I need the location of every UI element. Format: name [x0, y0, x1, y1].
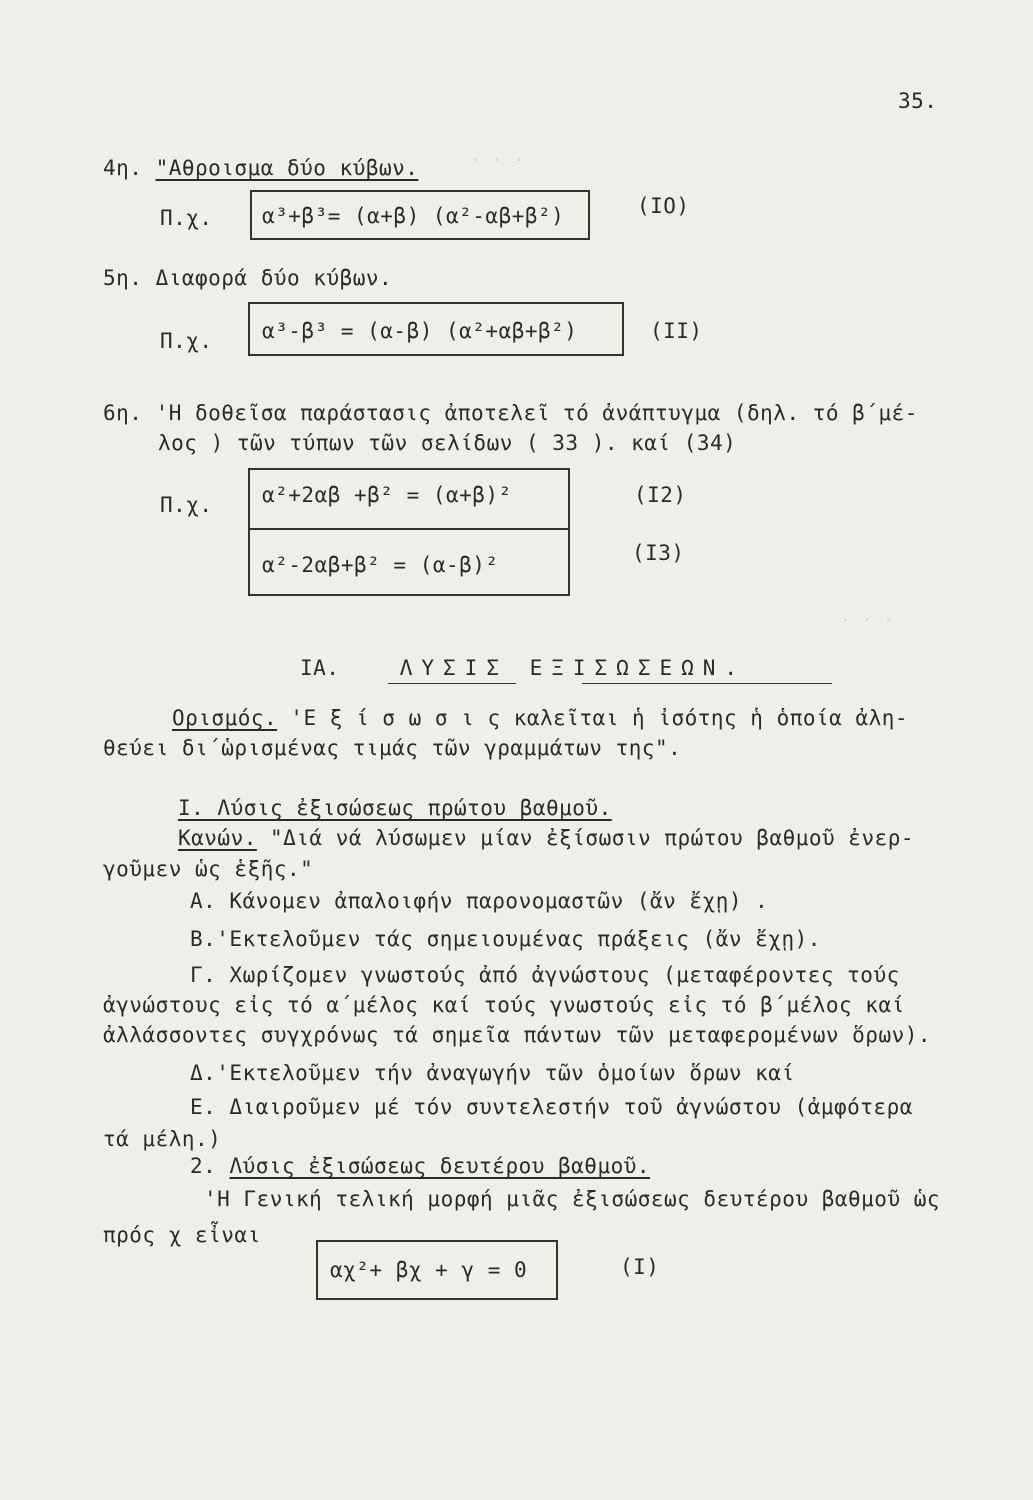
section-title-dot: . — [724, 656, 738, 680]
item-5-title: Διαφορά δύο κύβων. — [155, 266, 393, 290]
section-title: ΛΥΣΙΣ ΕΞΙΣΩΣΕΩΝ — [399, 656, 725, 680]
formula-10: α³+β³= (α+β) (α²-αβ+β²) — [262, 204, 565, 228]
definition-label: Ορισμός. — [172, 706, 278, 730]
step-b: Β.'Εκτελοῦμεν τάς σημειουμένας πράξεις (ἄν ἔχῃ). — [190, 927, 821, 951]
rule-line-1 — [178, 825, 914, 851]
example-label: Π.χ. — [160, 493, 213, 517]
formula-10-number: (ΙΟ) — [637, 194, 690, 218]
example-label: Π.χ. — [160, 329, 213, 353]
step-e-line-2: τά μέλη.) — [103, 1127, 222, 1151]
section-title-underline — [388, 683, 516, 684]
general-form-line-1: 'Η Γενική τελική μορφή μιᾶς ἐξισώσεως δευτέρου βαθμοῦ ὡς — [204, 1187, 941, 1211]
subsection-2-number: 2. — [190, 1154, 230, 1178]
bleed-through-text: · · · — [470, 150, 525, 171]
item-4-title: "Αθροισμα δύο κύβων. — [155, 156, 419, 180]
item-5-heading — [103, 265, 392, 291]
item-4-number: 4η. — [103, 156, 156, 180]
subsection-2-heading — [190, 1153, 650, 1179]
definition-line-2: θεύει δι΄ὡρισμένας τιμάς τῶν γραμμάτων της". — [103, 736, 682, 760]
subsection-2-title: Λύσις ἐξισώσεως δευτέρου βαθμοῦ. — [229, 1154, 651, 1178]
formula-13-number: (Ι3) — [632, 541, 685, 565]
page-number: 35. — [898, 89, 938, 113]
section-number: ΙΑ. — [300, 656, 340, 680]
item-4-heading — [103, 155, 418, 181]
formula-1: αχ²+ βχ + γ = 0 — [330, 1258, 528, 1282]
formula-13: α²-2αβ+β² = (α-β)² — [262, 553, 499, 577]
formula-12: α²+2αβ +β² = (α+β)² — [262, 483, 512, 507]
rule-line-2: γοῦμεν ὡς ἑξῆς." — [103, 857, 314, 881]
step-c: Γ. Χωρίζομεν γνωστούς ἀπό ἀγνώστους (μεταφέροντες τούς — [190, 963, 900, 987]
section-title-underline — [582, 683, 832, 684]
step-c-line-2: ἀγνώστους εἰς τό α΄μέλος καί τούς γνωστούς εἰς τό β΄μέλος καί — [103, 993, 905, 1017]
subsection-1-title: Ι. Λύσις ἐξισώσεως πρώτου βαθμοῦ. — [178, 796, 612, 820]
definition-line-1 — [172, 705, 908, 731]
section-heading — [300, 655, 738, 681]
formula-12-number: (Ι2) — [634, 483, 687, 507]
item-6-line-1: 6η. 'Η δοθεῖσα παράστασις ἀποτελεῖ τό ἀνάπτυγμα (δηλ. τό β΄μέ- — [103, 401, 918, 425]
definition-text-1: 'Ε ξ ί σ ω σ ι ς καλεῖται ἡ ἰσότης ἡ ὁποία ἀλη- — [277, 706, 909, 730]
formula-11-number: (ΙΙ) — [650, 319, 703, 343]
step-e: Ε. Διαιροῦμεν μέ τόν συντελεστήν τοῦ ἀγνώστου (ἀμφότερα — [190, 1095, 913, 1119]
item-5-number: 5η. — [103, 266, 156, 290]
example-label: Π.χ. — [160, 206, 213, 230]
general-form-line-2: πρός χ εἶναι — [103, 1223, 261, 1247]
rule-label: Κανών. — [178, 826, 257, 850]
formula-box-divider — [248, 528, 568, 530]
step-a: Α. Κάνομεν ἀπαλοιφήν παρονομαστῶν (ἄν ἔχῃ) . — [190, 889, 769, 913]
rule-text-1: "Διά νά λύσωμεν μίαν ἐξίσωσιν πρώτου βαθμοῦ ἐνερ- — [256, 826, 915, 850]
step-d: Δ.'Εκτελοῦμεν τήν ἀναγωγήν τῶν ὁμοίων ὅρων καί — [190, 1061, 795, 1085]
formula-1-number: (Ι) — [620, 1255, 660, 1279]
step-c-line-3: ἀλλάσσοντες συγχρόνως τά σημεῖα πάντων τῶν μεταφερομένων ὅρων). — [103, 1023, 932, 1047]
bleed-through-text: · · · — [840, 610, 895, 631]
item-6-line-2: λος ) τῶν τύπων τῶν σελίδων ( 33 ). καί (34) — [158, 431, 737, 455]
formula-11: α³-β³ = (α-β) (α²+αβ+β²) — [262, 319, 578, 343]
